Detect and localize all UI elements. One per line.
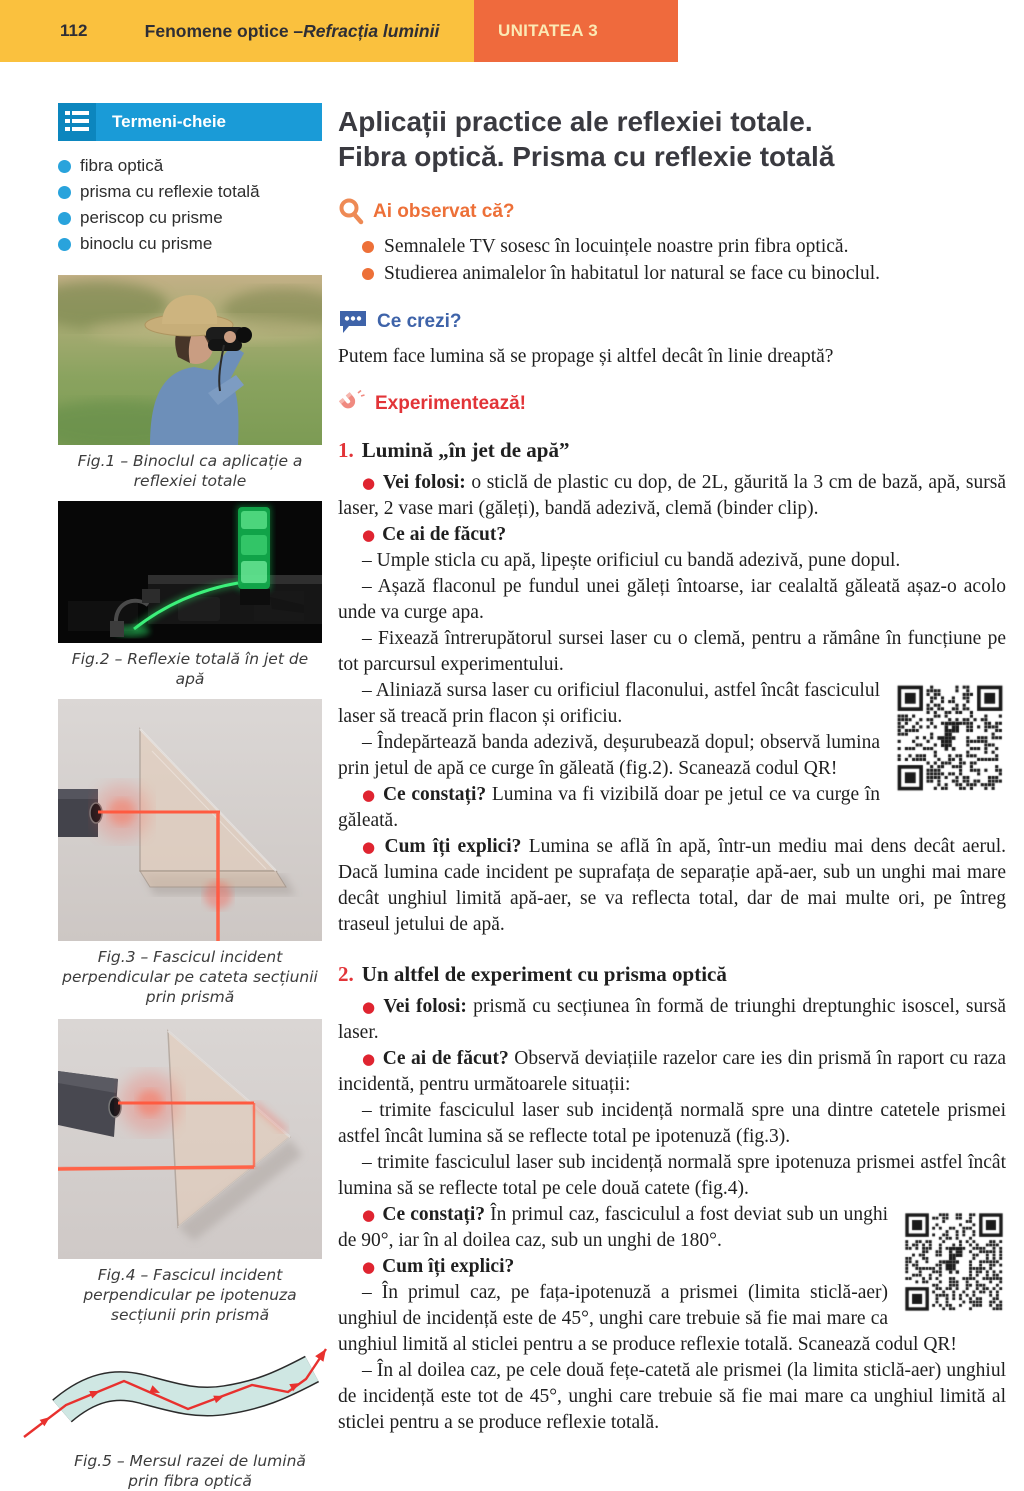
paragraph: – trimite fasciculul laser sub incidență normală spre una dintre catetele prismei astfel încât lumina să se reflecte total pe ipotenuză (fig.3).: [338, 1100, 1006, 1147]
figure-2: [58, 501, 322, 689]
page-number: 112: [60, 21, 88, 40]
bullet-dot-icon: [58, 212, 71, 225]
paragraph: ● Cum îți explici?: [362, 1256, 515, 1277]
list-icon: [58, 103, 96, 141]
figure-4: [58, 1019, 322, 1325]
bullet-dot-icon: [58, 238, 71, 251]
photo-binoculars: [58, 275, 322, 445]
key-terms-list: [58, 153, 322, 257]
list-item: binoclu cu prisme: [58, 231, 322, 257]
paragraph: – În primul caz, pe fața-ipotenuză a prismei (limita sticlă-aer) unghiul de incidență este de 45°, unghi care trebuie să fie mai mare ca unghiul limită al sticlei pentru a se produce reflexie totală. Scanează codul QR!: [338, 1282, 957, 1355]
figure-1: [58, 275, 322, 491]
paragraph: – trimite fasciculul laser sub incidență normală spre ipotenuza prismei astfel încât lumina să se reflecte total pe cele două catete (fig.4).: [338, 1152, 1006, 1199]
unit-label: UNITATEA 3: [498, 21, 598, 40]
red-bullet-icon: ●: [362, 838, 378, 856]
list-item: Studierea animalelor în habitatul lor natural se face cu binoclul.: [338, 260, 1006, 287]
red-bullet-icon: ●: [362, 1258, 376, 1276]
figure-caption: Fig.4 – Fascicul incident perpendicular pe ipotenuza secțiunii prin prismă: [83, 1266, 297, 1324]
qr-code-canvas: [902, 1210, 1006, 1314]
header-unit-band: [474, 0, 678, 62]
speech-bubble-icon: [338, 309, 368, 335]
figure-caption: Fig.1 – Binoclul ca aplicație a reflexiei totale: [77, 452, 303, 490]
page-title: Aplicații practice ale reflexiei totale. Fibra optică. Prisma cu reflexie totală: [338, 106, 835, 172]
observed-list: [338, 233, 1006, 287]
bullet-dot-icon: [362, 241, 374, 253]
paragraph: – Îndepărtează banda adezivă, deșurubează dopul; observă lumina prin jetul de apă ce curge în găleată (fig.2). Scanează codul QR!: [338, 732, 880, 779]
key-terms-box: [58, 103, 322, 141]
experiment-1-title: 1. Lumină „în jet de apă”: [338, 438, 570, 462]
bullet-dot-icon: [58, 186, 71, 199]
key-terms-title: Termeni-cheie: [96, 103, 322, 141]
paragraph: – În al doilea caz, pe cele două fețe-catetă ale prismei (la limita sticlă-aer) unghiul de incidență este tot de 45°, unghi care trebuie să fie mai mare ca unghiul limită al sticlei pentru a se produce reflexie totală.: [338, 1360, 1006, 1433]
paragraph: ● Cum îți explici? Lumina se află în apă, într-un mediu mai dens decât aerul. Dacă lumina cade incident pe suprafața de separație apă-aer, sub un unghi mai mare decât unghiul limită apă-aer, se va reflecta total, dar de mai multe ori, pe întreg traseul jetului de apă.: [338, 836, 1006, 935]
magnifier-icon: [338, 198, 364, 225]
red-bullet-icon: ●: [362, 526, 376, 544]
red-bullet-icon: ●: [362, 1206, 376, 1224]
paragraph: ● Vei folosi: prismă cu secțiunea în formă de triunghi dreptunghic isoscel, sursă laser.: [338, 996, 1006, 1043]
fiber-diagram: [20, 1337, 350, 1445]
chapter-title: Fenomene optice – Refracția luminii: [144, 20, 440, 41]
figure-5: [20, 1337, 350, 1491]
section-observed-heading: Ai observat că?: [338, 198, 1006, 225]
section-experiment-heading: Experimentează!: [338, 390, 1006, 418]
think-question: Putem face lumina să se propage și altfel decât în linie dreaptă?: [338, 346, 834, 367]
list-item: fibra optică: [58, 153, 322, 179]
red-bullet-icon: ●: [362, 998, 377, 1016]
figure-caption: Fig.2 – Reflexie totală în jet de apă: [71, 650, 309, 688]
bullet-dot-icon: [58, 160, 71, 173]
figures-sidebar: [58, 103, 322, 1491]
paragraph: – Fixează întrerupătorul sursei laser cu o clemă, pentru a rămâne în funcțiune pe tot parcursul experimentului.: [338, 628, 1006, 675]
lesson-content: [338, 104, 1006, 1436]
red-bullet-icon: ●: [362, 1050, 376, 1068]
list-item: periscop cu prisme: [58, 205, 322, 231]
section-think-heading: Ce crezi?: [338, 309, 1006, 335]
figure-3: [58, 699, 322, 1007]
qr-code: [902, 1210, 1006, 1314]
qr-code-canvas: [894, 682, 1006, 794]
figure-caption: Fig.3 – Fascicul incident perpendicular pe cateta secțiunii prin prismă: [62, 948, 318, 1006]
paragraph: ● Ce ai de făcut? Observă deviațiile razelor care ies din prismă în raport cu raza incidentă, pentru următoarele situații:: [338, 1048, 1006, 1095]
photo-prism-cathetus: [58, 699, 322, 941]
list-item: Semnalele TV sosesc în locuințele noastre prin fibra optică.: [338, 233, 1006, 260]
paragraph: ● Ce constați? În primul caz, fasciculul a fost deviat sub un unghi de 90°, iar în al doilea caz, sub un unghi de 180°.: [338, 1204, 888, 1251]
red-bullet-icon: ●: [362, 786, 376, 804]
paragraph: – Aliniază sursa laser cu orificiul flaconului, astfel încât fasciculul laser să treacă prin flacon și orificiu.: [338, 680, 880, 727]
photo-prism-hypotenuse: [58, 1019, 322, 1259]
paragraph: – Așază flaconul pe fundul unei găleți întoarse, iar cealaltă găleată așaz-o acolo unde va curge apa.: [338, 576, 1006, 623]
list-item: prisma cu reflexie totală: [58, 179, 322, 205]
paragraph: ● Ce ai de făcut?: [362, 524, 507, 545]
paragraph: ● Ce constați? Lumina va fi vizibilă doar pe jetul ce va curge în găleată.: [338, 784, 881, 831]
bullet-dot-icon: [362, 268, 374, 280]
experiment-2-title: 2. Un altfel de experiment cu prisma optică: [338, 962, 727, 986]
page-header: [0, 0, 1024, 62]
magnet-icon: [338, 390, 366, 418]
paragraph: – Umple sticla cu apă, lipește orificiul cu bandă adezivă, pune dopul.: [362, 550, 901, 571]
red-bullet-icon: ●: [362, 474, 376, 492]
qr-code: [894, 682, 1006, 794]
paragraph: ● Vei folosi: o sticlă de plastic cu dop, de 2L, găurită la 3 cm de bază, apă, sursă laser, 2 vase mari (găleți), bandă adezivă, clemă (binder clip).: [338, 472, 1006, 519]
photo-laser-jet: [58, 501, 322, 643]
figure-caption: Fig.5 – Mersul razei de lumină prin fibra optică: [74, 1452, 306, 1490]
